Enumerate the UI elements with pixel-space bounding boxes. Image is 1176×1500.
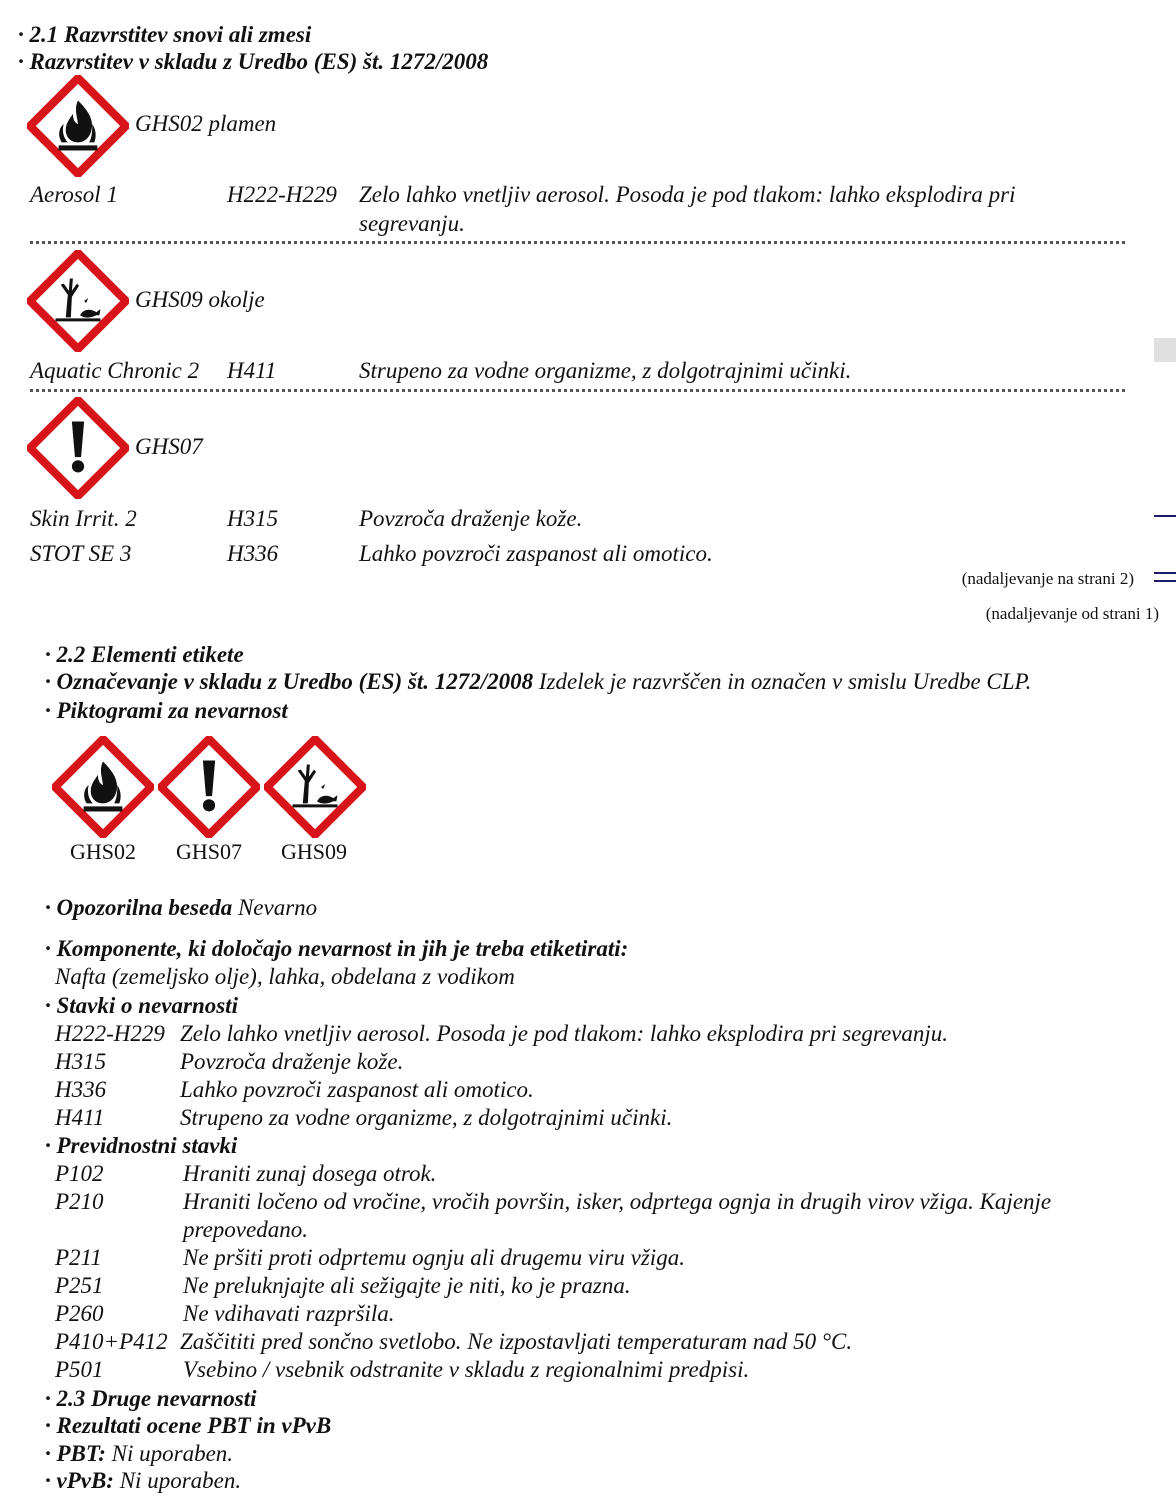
classification-cell: Aquatic Chronic 2: [30, 358, 200, 383]
continued-from-note: (nadaljevanje od strani 1): [985, 604, 1159, 623]
hazard-code-cell: H411: [227, 358, 277, 383]
pbt-heading: · Rezultati ocene PBT in vPvB: [45, 1413, 332, 1438]
statement-code: P501: [55, 1357, 104, 1382]
pictograms-heading: · Piktogrami za nevarnost: [45, 698, 288, 723]
statement-code: P251: [55, 1273, 104, 1298]
classification-cell: Skin Irrit. 2: [30, 506, 137, 531]
pictogram-caption: GHS02: [69, 839, 136, 864]
statement-text: Ne vdihavati razpršila.: [183, 1301, 395, 1326]
hazard-text-cell: Strupeno za vodne organizme, z dolgotrajnimi učinki.: [359, 358, 852, 383]
hazard-text-cell: Zelo lahko vnetljiv aerosol. Posoda je pod tlakom: lahko eksplodira pri: [359, 182, 1016, 207]
section-2-2-title: · 2.2 Elementi etikete: [45, 642, 244, 667]
statement-text: Vsebino / vsebnik odstranite v skladu z regionalnimi predpisi.: [183, 1357, 750, 1382]
pbt-line: · PBT: Ni uporaben.: [45, 1441, 234, 1466]
statement-text: Hraniti ločeno od vročine, vročih površin, isker, odprtega ognja in drugih virov vžiga. Kajenje: [183, 1189, 1052, 1214]
edge-mark: [1154, 580, 1176, 582]
components-heading: · Komponente, ki določajo nevarnost in jih je treba etiketirati:: [45, 936, 629, 961]
ghs02-label: GHS02 plamen: [135, 111, 277, 136]
classification-cell: STOT SE 3: [30, 541, 132, 566]
statement-code: P210: [55, 1189, 104, 1214]
statement-code: P102: [55, 1161, 104, 1186]
classification-cell: Aerosol 1: [30, 182, 118, 207]
continued-note: (nadaljevanje na strani 2): [961, 569, 1134, 588]
section-2-1-subtitle: · Razvrstitev v skladu z Uredbo (ES) št. 1272/2008: [18, 49, 489, 74]
statement-text-cont: prepovedano.: [183, 1217, 308, 1242]
hazard-statements-heading: · Stavki o nevarnosti: [45, 993, 238, 1018]
dotted-divider: [30, 241, 1125, 244]
exclamation-icon: [27, 397, 129, 499]
statement-text: Hraniti zunaj dosega otrok.: [183, 1161, 437, 1186]
components-text: Nafta (zemeljsko olje), lahka, obdelana z vodikom: [55, 964, 515, 989]
edge-mark: [1154, 338, 1176, 362]
pictogram-caption: GHS07: [175, 839, 242, 864]
section-2-1-title: · 2.1 Razvrstitev snovi ali zmesi: [18, 22, 312, 47]
precautionary-heading: · Previdnostni stavki: [45, 1133, 238, 1158]
statement-text: Strupeno za vodne organizme, z dolgotrajnimi učinki.: [180, 1105, 673, 1130]
edge-mark: [1154, 515, 1176, 517]
statement-text: Lahko povzroči zaspanost ali omotico.: [180, 1077, 534, 1102]
statement-code: P211: [55, 1245, 102, 1270]
statement-code: P260: [55, 1301, 104, 1326]
statement-code: H315: [55, 1049, 107, 1074]
hazard-text-cell: Povzroča draženje kože.: [359, 506, 583, 531]
pictogram-caption: GHS09: [280, 839, 347, 864]
statement-code: H411: [55, 1105, 105, 1130]
statement-code: H336: [55, 1077, 107, 1102]
hazard-code-cell: H336: [227, 541, 279, 566]
exclamation-icon: [158, 736, 260, 838]
environment-icon: [27, 250, 129, 352]
ghs09-label: GHS09 okolje: [135, 287, 265, 312]
flame-icon: [27, 75, 129, 177]
vpvb-line: · vPvB: Ni uporaben.: [45, 1468, 242, 1493]
statement-text: Zaščititi pred sončno svetlobo. Ne izpostavljati temperaturam nad 50 °C.: [180, 1329, 853, 1354]
statement-text: Zelo lahko vnetljiv aerosol. Posoda je pod tlakom: lahko eksplodira pri segrevanju.: [180, 1021, 949, 1046]
hazard-code-cell: H222-H229: [227, 182, 337, 207]
labeling-line: · Označevanje v skladu z Uredbo (ES) št. 1272/2008 Izdelek je razvrščen in označen v smislu Uredbe CLP.: [45, 669, 1032, 694]
statement-code: H222-H229: [55, 1021, 165, 1046]
dotted-divider: [30, 389, 1125, 392]
flame-icon: [52, 736, 154, 838]
statement-code: P410+P412: [55, 1329, 168, 1354]
ghs07-label: GHS07: [135, 434, 203, 459]
edge-mark: [1154, 572, 1176, 574]
statement-text: Ne preluknjajte ali sežigajte je niti, ko je prazna.: [183, 1273, 631, 1298]
environment-icon: [264, 736, 366, 838]
section-2-3-title: · 2.3 Druge nevarnosti: [45, 1386, 257, 1411]
statement-text: Povzroča draženje kože.: [180, 1049, 404, 1074]
hazard-text-cell: Lahko povzroči zaspanost ali omotico.: [359, 541, 713, 566]
statement-text: Ne pršiti proti odprtemu ognju ali drugemu viru vžiga.: [183, 1245, 685, 1270]
hazard-code-cell: H315: [227, 506, 279, 531]
signal-word-line: · Opozorilna beseda Nevarno: [45, 895, 318, 920]
hazard-text-cell-cont: segrevanju.: [359, 211, 465, 236]
